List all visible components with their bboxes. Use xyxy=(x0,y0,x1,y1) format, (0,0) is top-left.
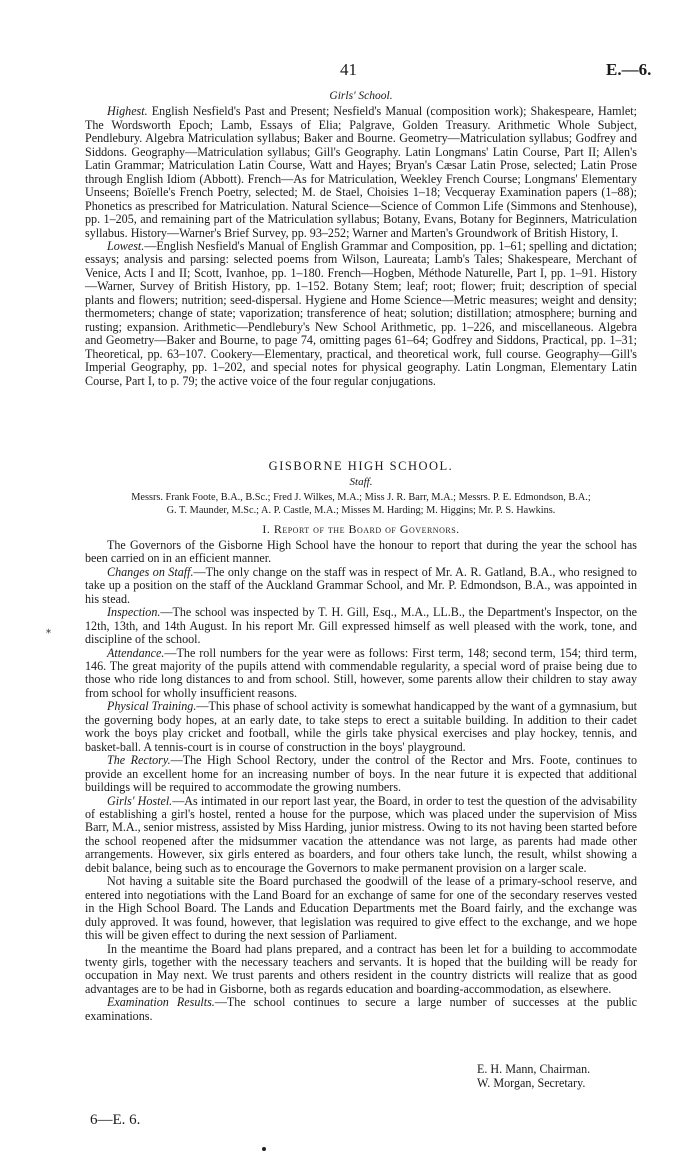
paragraph-label: Physical Training. xyxy=(107,699,197,714)
gisborne-title: GISBORNE HIGH SCHOOL. xyxy=(268,459,454,473)
signature-mark: 6—E. 6. xyxy=(90,1112,141,1128)
report-paragraph xyxy=(85,943,637,997)
page-dot xyxy=(262,1147,266,1151)
paragraph-text: —As intimated in our report last year, the Board, in order to test the question of the advisability of establishing a girl's hostel, rented a house for the purpose, which was placed under the supervision of Miss Barr, M.A., senior mistress, assisted by Miss Harding, junior mistress. Owing to its not having been started before the school reopened after the midsummer vacation the attendance was not large, as parents had made other arrangements. However, six girls entered as boarders, and four others take lunch, the result, whilst showing a debit balance, being such as to encourage the Governors to make permanent provision on a larger scale. xyxy=(85,793,637,875)
report-heading: I. Report of the Board of Governors. xyxy=(262,521,460,536)
paragraph-text: —This phase of school activity is somewhat handicapped by the want of a gymnasium, but the governing body hopes, at an early date, to take steps to erect a suitable building. In addition to their cadet work the boys play cricket and football, while the girls take physical exercises and play hockey, tennis, and basket-ball. A tennis-court is in course of construction in the boys' playground. xyxy=(85,699,637,754)
report-paragraph xyxy=(85,875,637,942)
report-paragraph xyxy=(85,700,637,754)
paragraph-label: Inspection. xyxy=(107,605,161,620)
staff-line-2: G. T. Maunder, M.Sc.; A. P. Castle, M.A.; Misses M. Harding; M. Higgins; Mr. P. S. Hawkins. xyxy=(166,504,556,516)
report-paragraph xyxy=(85,566,637,606)
paragraph-text: —The only change on the staff was in respect of Mr. A. R. Gatland, B.A., who resigned to take up a position on the staff of the Auckland Grammar School, and Mr. P. Edmondson, B.A., was appointed in his stead. xyxy=(85,564,637,606)
paragraph-text: —The school continues to secure a large number of successes at the public examinations. xyxy=(85,995,637,1023)
report-paragraph xyxy=(85,647,637,701)
staff-line-1: Messrs. Frank Foote, B.A., B.Sc.; Fred J. Wilkes, M.A.; Miss J. R. Barr, M.A.; Messrs. P. E. Edmondson, B.A.; xyxy=(131,491,591,503)
report-paragraph xyxy=(85,754,637,794)
paragraph-label: Attendance. xyxy=(107,645,165,660)
lowest-label: Lowest. xyxy=(107,238,145,253)
margin-mark: ⁎ xyxy=(46,625,51,636)
signature-chairman: E. H. Mann, Chairman. xyxy=(477,1062,591,1076)
paragraph-text: In the meantime the Board had plans prepared, and a contract has been let for a building to accommodate twenty girls, together with the necessary teachers and servants. It is hoped that the building will be ready for occupation in May next. We trust parents and others resident in the country districts will realize that as good advantages are to be had in Gisborne, both as regards education and boarding-accommodation, as elsewhere. xyxy=(85,941,637,996)
signature-secretary: W. Morgan, Secretary. xyxy=(477,1076,586,1090)
paragraph-label: The Rectory. xyxy=(107,753,171,768)
section-code: E.—6. xyxy=(606,60,652,79)
paragraph-text: —The roll numbers for the year were as follows: First term, 148; second term, 154; third term, 146. The great majority of the pupils attend with commendable regularity, a special word of praise being due to those who ride long distances to and from school. Still, however, some parents allow their children to stay away from school for wholly insufficient reasons. xyxy=(85,645,637,700)
girls-school-section xyxy=(85,90,637,388)
lowest-paragraph xyxy=(85,240,637,388)
report-paragraph xyxy=(85,795,637,876)
report-paragraph xyxy=(85,996,637,1023)
highest-paragraph xyxy=(85,105,637,240)
staff-heading: Staff. xyxy=(349,476,373,489)
page-number: 41 xyxy=(340,60,357,79)
girls-school-title: Girls' School. xyxy=(329,90,393,102)
lowest-text: —English Nesfield's Manual of English Grammar and Composition, pp. 1–61; spelling and dictation; essays; analysis and parsing: selected poems from Wilson, Laureata; Lamb's Tales; Shakespeare, Merchant of Venice, Acts I and II; Scott, Ivanhoe, pp. 1–180. French—Hogben, Méthode Naturelle, Part I, pp. 1–91. History—Warner, Survey of British History, pp. 1–152. Botany Stem; leaf; root; flower; fruit; description of special plants and flowers; nutrition; seed-dispersal. Hygiene and Home Science—Metric measures; weight and density; thermometers; change of state; vaporization; transference of heat; solution; distillation; atmosphere; burning and rusting; expansion. Arithmetic—Pendlebury's New School Arithmetic, pp. 1–226, and miscellaneous. Algebra and Geometry—Baker and Bourne, to page 74, omitting pages 61–64; Godfrey and Siddons, Practical, pp. 1–31; Theoretical, pp. 63–107. Cookery—Elementary, practical, and theoretical work, full course. Geography—Gill's Imperial Geography, pp. 1–202, and special notes for physical geography. Latin Longman, Elementary Latin Course, Part I, to p. 79; the active voice of the four regular conjugations. xyxy=(85,238,637,388)
paragraph-label: Examination Results. xyxy=(107,995,215,1010)
paragraph-label: Changes on Staff. xyxy=(107,564,194,579)
highest-text: English Nesfield's Past and Present; Nesfield's Manual (composition work); Shakespeare, Hamlet; The Wordsworth Epoch; Lamb, Essays of Elia; Palgrave, Golden Treasury. Arithmetic Whole Subject, Pendlebury. Algebra Matriculation syllabus; Baker and Bourne. Geometry—Matriculation syllabus; Godfrey and Siddons. Geography—Matriculation syllabus; Gill's Geography. Latin Longmans' Latin Course, Part II; Allen's Latin Grammar; Matriculation Latin Course, Watt and Hayes; Bryan's Cæsar Latin Prose, selected; Latin Prose through English Idiom (Abbott). French—As for Matriculation, Weekley French Course; Longmans' Elementary Unseens; Boïelle's French Poetry, selected; M. de Stael, Choisies 1–18; Vecqueray Examination papers (1–88); Phonetics as prescribed for Matriculation. Natural Science—Science of Common Life (Simmons and Stenhouse), pp. 1–205, and remaining part of the Matriculation syllabus; Botany, Evans, Botany for Beginners, Matriculation syllabus. History—Warner's Brief Survey, pp. 93–252; Warner and Marten's Groundwork of British History, I. xyxy=(85,104,637,240)
paragraph-label: Girls' Hostel. xyxy=(107,793,173,808)
paragraph-text: The Governors of the Gisborne High School have the honour to report that during the year the school has been carried on in an efficient manner. xyxy=(85,537,637,566)
report-paragraph xyxy=(85,606,637,646)
report-paragraph xyxy=(85,539,637,566)
highest-label: Highest. xyxy=(107,104,148,119)
paragraph-text: Not having a suitable site the Board purchased the goodwill of the lease of a primary-school reserve, and entered into negotiations with the Land Board for an exchange of same for one of the secondary reserves vested in the High School Board. The Lands and Education Departments met the Board fairly, and the exchange was duly approved. It was found, however, that legislation was required to give effect to the exchange, and we hope this will be given effect to during the next session of Parliament. xyxy=(85,874,637,943)
report-paragraphs xyxy=(85,539,637,1023)
gisborne-section xyxy=(85,460,637,1023)
paragraph-text: —The High School Rectory, under the control of the Rector and Mrs. Foote, continues to provide an excellent home for an increasing number of boys. In the near future it is expected that additional buildings will be required to accommodate the growing numbers. xyxy=(85,753,638,795)
page-header xyxy=(0,60,700,84)
paragraph-text: —The school was inspected by T. H. Gill, Esq., M.A., LL.B., the Department's Inspector, on the 12th, 13th, and 14th August. In his report Mr. Gill expressed himself as well pleased with the work, tone, and discipline of the school. xyxy=(85,605,637,647)
